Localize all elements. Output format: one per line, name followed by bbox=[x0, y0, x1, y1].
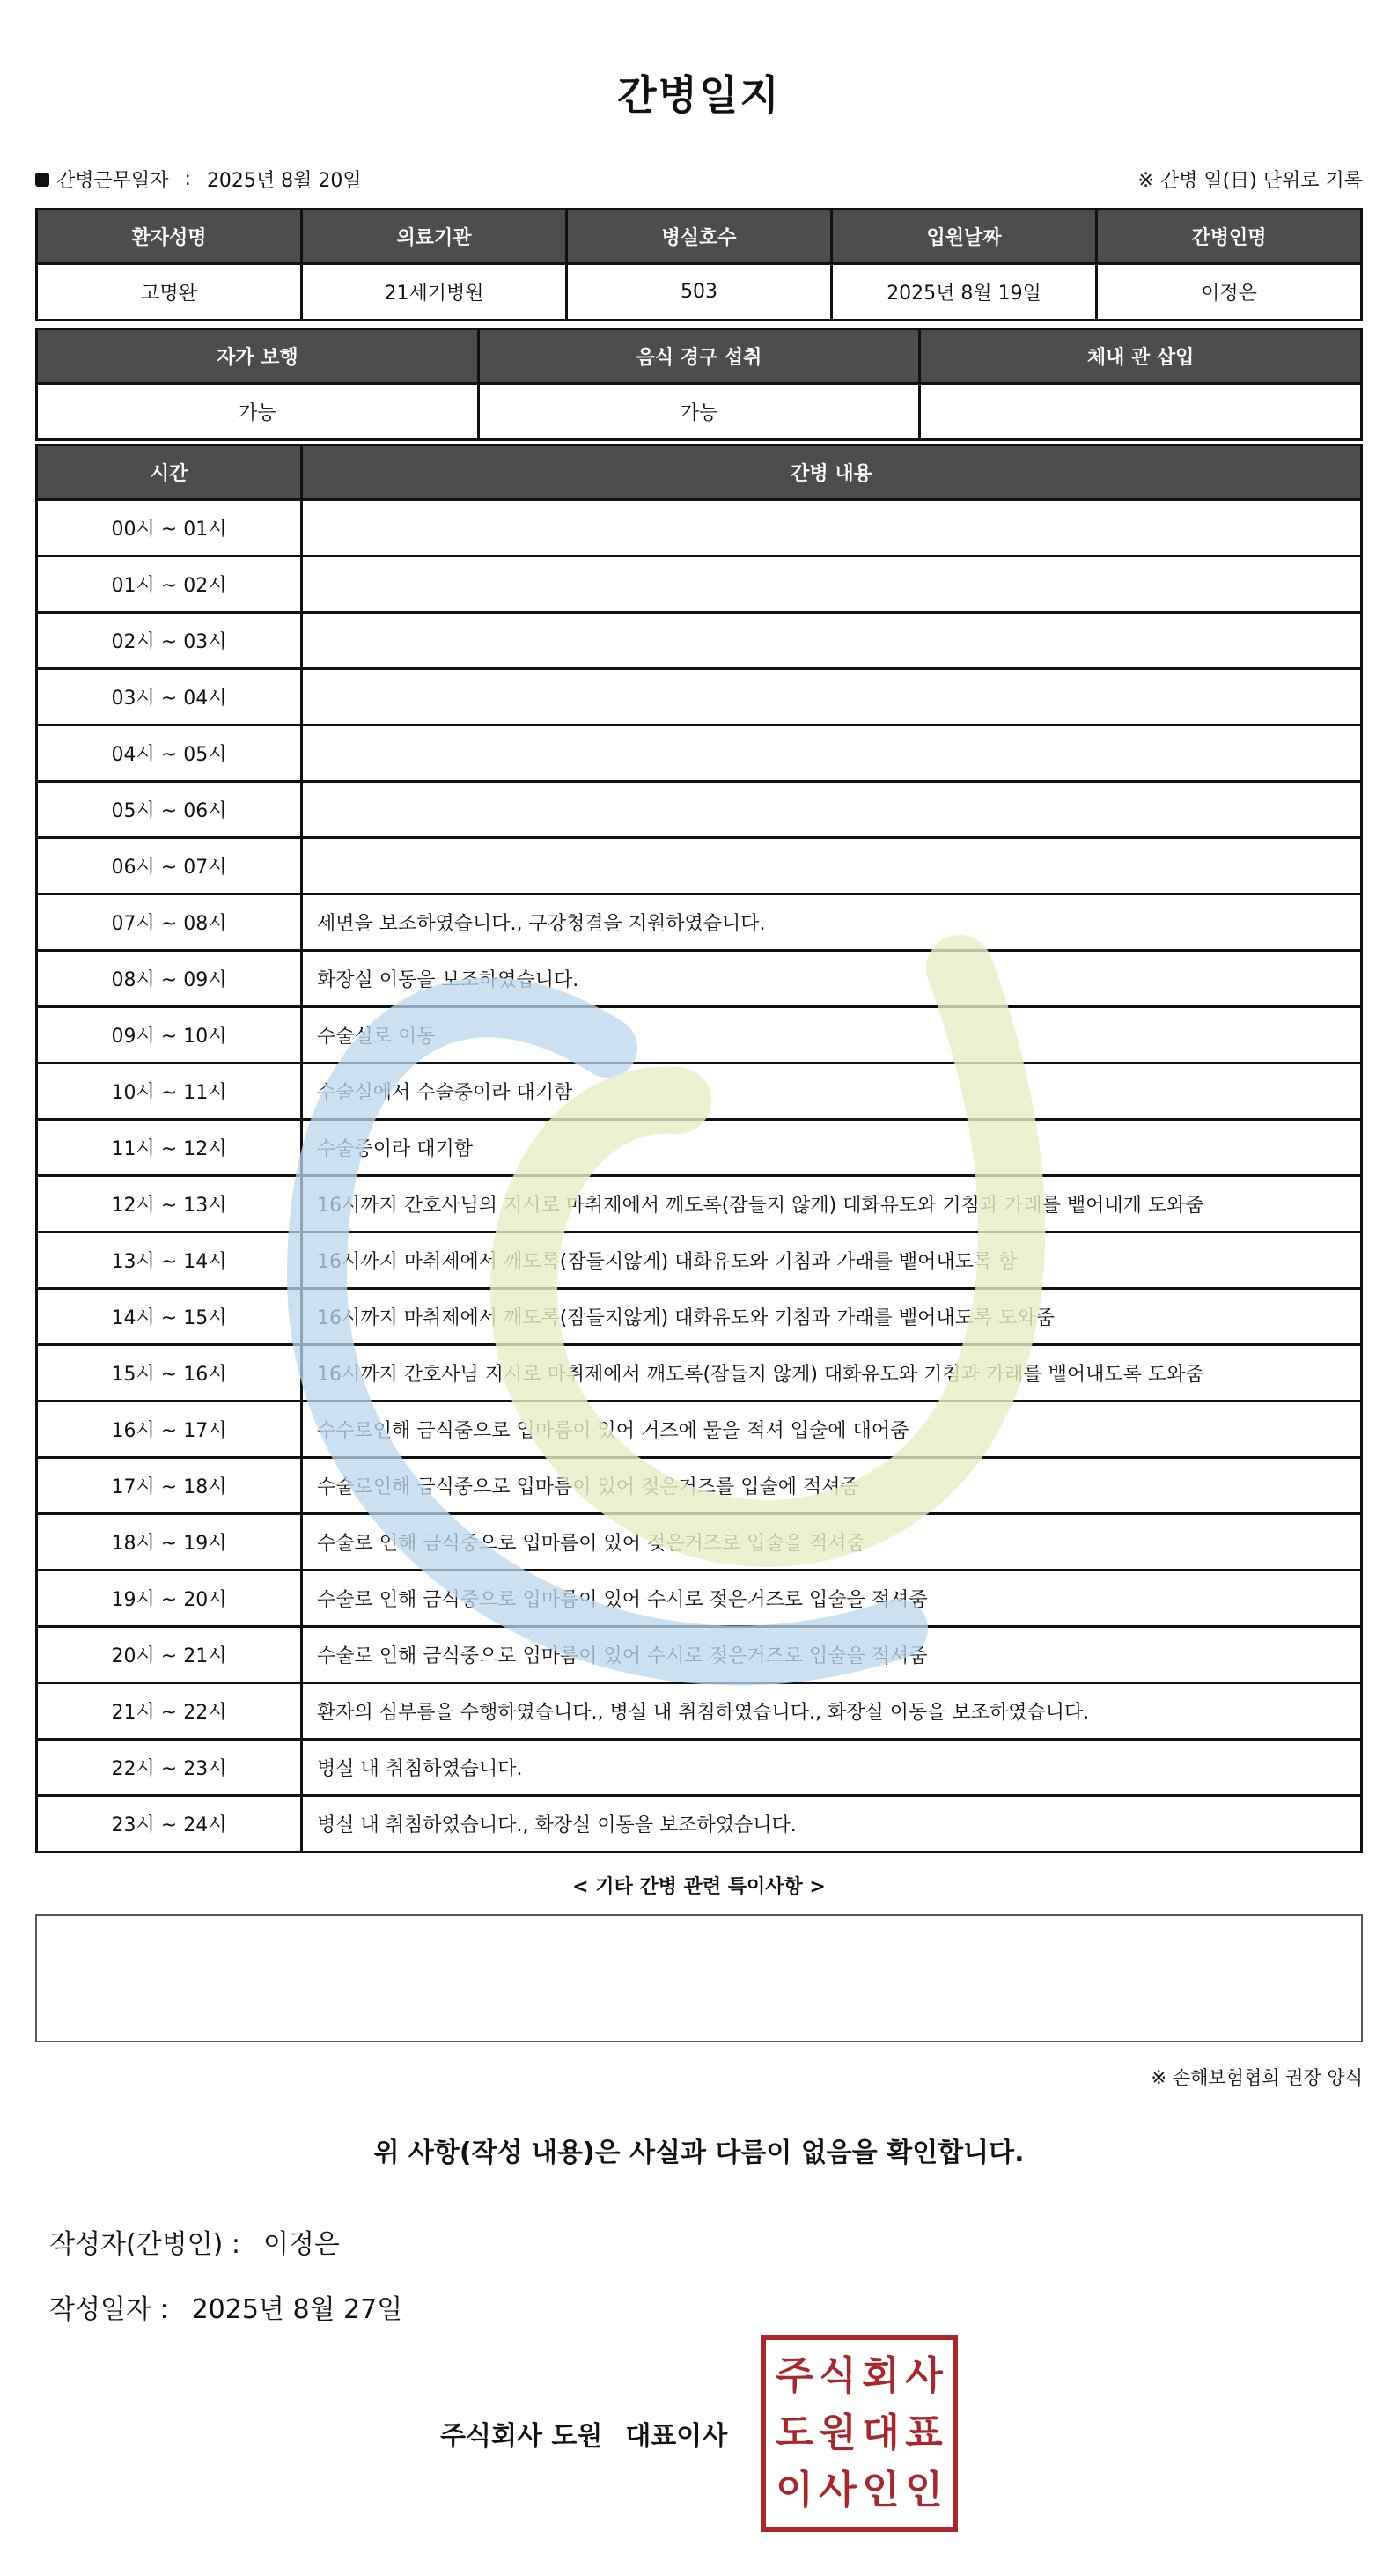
tube-insertion-value bbox=[920, 384, 1362, 440]
log-content bbox=[302, 556, 1362, 613]
log-time: 06시 ~ 07시 bbox=[37, 838, 302, 894]
unit-note: ※ 간병 일(日) 단위로 기록 bbox=[1137, 170, 1363, 192]
log-row bbox=[37, 1176, 1362, 1233]
patient-name: 고명완 bbox=[37, 264, 302, 320]
header-self-walking: 자가 보행 bbox=[37, 329, 479, 384]
company-name: 주식회사 도원 bbox=[440, 2421, 603, 2452]
log-content: 병실 내 취침하였습니다. bbox=[302, 1740, 1362, 1796]
header-admission-date: 입원날짜 bbox=[832, 210, 1097, 264]
patient-status-table bbox=[35, 328, 1363, 441]
seal-char: 원 bbox=[819, 2410, 857, 2455]
log-row bbox=[37, 782, 1362, 838]
writer-label: 작성자(간병인) : bbox=[49, 2229, 240, 2260]
log-time: 03시 ~ 04시 bbox=[37, 669, 302, 725]
log-row bbox=[37, 951, 1362, 1007]
log-row bbox=[37, 1740, 1362, 1796]
log-row bbox=[37, 1345, 1362, 1402]
header-tube-insertion: 체내 관 삽입 bbox=[920, 329, 1362, 384]
log-content: 수술로 인해 금식중으로 입마름이 있어 수시로 젖은거즈로 입술을 적셔줌 bbox=[302, 1571, 1362, 1627]
log-time: 20시 ~ 21시 bbox=[37, 1627, 302, 1683]
log-row bbox=[37, 1233, 1362, 1289]
special-notes-box bbox=[35, 1914, 1363, 2042]
log-time: 10시 ~ 11시 bbox=[37, 1064, 302, 1120]
log-time: 18시 ~ 19시 bbox=[37, 1514, 302, 1571]
header-patient-name: 환자성명 bbox=[37, 210, 302, 264]
patient-value-row bbox=[37, 264, 1362, 320]
page-title: 간병일지 bbox=[617, 71, 781, 119]
admission-date: 2025년 8월 19일 bbox=[832, 264, 1097, 320]
patient-info-table bbox=[35, 208, 1363, 321]
seal-char: 사 bbox=[819, 2468, 857, 2513]
log-row bbox=[37, 1514, 1362, 1571]
work-date-row bbox=[35, 166, 1363, 194]
write-date-line bbox=[49, 2287, 402, 2326]
log-time: 11시 ~ 12시 bbox=[37, 1120, 302, 1176]
seal-char: 사 bbox=[905, 2352, 943, 2398]
log-content: 수술실에서 수술중이라 대기함 bbox=[302, 1064, 1362, 1120]
log-content: 수술로 인해 금식중으로 입마름이 있어 젖은거즈로 입술을 적셔줌 bbox=[302, 1514, 1362, 1571]
header-oral-intake: 음식 경구 섭취 bbox=[478, 329, 920, 384]
self-walking-value: 가능 bbox=[37, 384, 479, 440]
log-content bbox=[302, 725, 1362, 782]
log-content: 병실 내 취침하였습니다., 화장실 이동을 보조하였습니다. bbox=[302, 1796, 1362, 1852]
log-row bbox=[37, 1064, 1362, 1120]
care-log-table bbox=[35, 444, 1363, 1853]
writer-line bbox=[49, 2222, 340, 2261]
status-header-row bbox=[37, 329, 1362, 384]
company-seal-stamp bbox=[761, 2335, 958, 2532]
log-content bbox=[302, 782, 1362, 838]
log-time: 09시 ~ 10시 bbox=[37, 1007, 302, 1064]
seal-char: 인 bbox=[905, 2468, 943, 2513]
log-content: 수술로인해 금식중으로 입마름이 있어 젖은거즈를 입술에 적셔줌 bbox=[302, 1458, 1362, 1514]
log-time: 12시 ~ 13시 bbox=[37, 1176, 302, 1233]
log-row bbox=[37, 1683, 1362, 1740]
log-row bbox=[37, 1007, 1362, 1064]
seal-char: 이 bbox=[776, 2468, 813, 2513]
log-content bbox=[302, 613, 1362, 669]
work-date-separator: : bbox=[184, 168, 191, 190]
log-row bbox=[37, 725, 1362, 782]
work-date-value: 2025년 8월 20일 bbox=[206, 170, 362, 192]
log-row bbox=[37, 556, 1362, 613]
log-time: 02시 ~ 03시 bbox=[37, 613, 302, 669]
log-content: 16시까지 간호사님 지시로 마취제에서 깨도록(잠들지 않게) 대화유도와 기침과 가래를 뱉어내도록 도와줌 bbox=[302, 1345, 1362, 1402]
confirmation-statement: 위 사항(작성 내용)은 사실과 다름이 없음을 확인합니다. bbox=[373, 2138, 1025, 2168]
log-header-row bbox=[37, 445, 1362, 500]
log-row bbox=[37, 894, 1362, 951]
log-content: 16시까지 마취제에서 깨도록(잠들지않게) 대화유도와 기침과 가래를 뱉어내도록 도와줌 bbox=[302, 1289, 1362, 1345]
log-time: 04시 ~ 05시 bbox=[37, 725, 302, 782]
seal-char: 인 bbox=[862, 2468, 900, 2513]
log-row bbox=[37, 500, 1362, 556]
writer-name: 이정은 bbox=[262, 2229, 340, 2260]
log-content bbox=[302, 500, 1362, 556]
log-content bbox=[302, 669, 1362, 725]
seal-char: 대 bbox=[862, 2410, 900, 2455]
seal-char: 회 bbox=[862, 2352, 900, 2398]
patient-header-row bbox=[37, 210, 1362, 264]
header-time: 시간 bbox=[37, 445, 302, 500]
log-content: 환자의 심부름을 수행하였습니다., 병실 내 취침하였습니다., 화장실 이동을 보조하였습니다. bbox=[302, 1683, 1362, 1740]
seal-char: 표 bbox=[905, 2410, 943, 2455]
oral-intake-value: 가능 bbox=[478, 384, 920, 440]
caregiver-name: 이정은 bbox=[1097, 264, 1362, 320]
log-content: 화장실 이동을 보조하였습니다. bbox=[302, 951, 1362, 1007]
log-time: 21시 ~ 22시 bbox=[37, 1683, 302, 1740]
log-time: 08시 ~ 09시 bbox=[37, 951, 302, 1007]
status-value-row bbox=[37, 384, 1362, 440]
log-time: 14시 ~ 15시 bbox=[37, 1289, 302, 1345]
log-time: 22시 ~ 23시 bbox=[37, 1740, 302, 1796]
seal-char: 도 bbox=[776, 2410, 813, 2455]
hospital-name: 21세기병원 bbox=[302, 264, 567, 320]
seal-characters bbox=[773, 2347, 945, 2520]
log-row bbox=[37, 613, 1362, 669]
header-caregiver-name: 간병인명 bbox=[1097, 210, 1362, 264]
log-time: 01시 ~ 02시 bbox=[37, 556, 302, 613]
write-date-value: 2025년 8월 27일 bbox=[191, 2294, 403, 2325]
seal-char: 주 bbox=[776, 2352, 813, 2398]
log-row bbox=[37, 838, 1362, 894]
log-rows bbox=[37, 500, 1362, 1852]
log-time: 19시 ~ 20시 bbox=[37, 1571, 302, 1627]
log-row bbox=[37, 1627, 1362, 1683]
log-row bbox=[37, 1458, 1362, 1514]
header-room-number: 병실호수 bbox=[567, 210, 832, 264]
log-content: 16시까지 간호사님의 지시로 마취제에서 깨도록(잠들지 않게) 대화유도와 기침과 가래를 뱉어내게 도와줌 bbox=[302, 1176, 1362, 1233]
log-content: 수술실로 이동 bbox=[302, 1007, 1362, 1064]
recommend-note: ※ 손해보험협회 권장 양식 bbox=[1151, 2067, 1363, 2088]
log-time: 07시 ~ 08시 bbox=[37, 894, 302, 951]
room-number: 503 bbox=[567, 264, 832, 320]
work-date-label: 간병근무일자 bbox=[56, 170, 169, 192]
header-care-content: 간병 내용 bbox=[302, 445, 1362, 500]
log-time: 23시 ~ 24시 bbox=[37, 1796, 302, 1852]
log-row bbox=[37, 1571, 1362, 1627]
seal-char: 식 bbox=[819, 2352, 857, 2398]
special-notes-title: < 기타 간병 관련 특이사항 > bbox=[572, 1876, 826, 1898]
log-content: 16시까지 마취제에서 깨도록(잠들지않게) 대화유도와 기침과 가래를 뱉어내도록 함 bbox=[302, 1233, 1362, 1289]
log-content: 수술로 인해 금식중으로 입마름이 있어 수시로 젖은거즈로 입술을 적셔줌 bbox=[302, 1627, 1362, 1683]
log-time: 05시 ~ 06시 bbox=[37, 782, 302, 838]
log-time: 00시 ~ 01시 bbox=[37, 500, 302, 556]
log-row bbox=[37, 669, 1362, 725]
write-date-label: 작성일자 : bbox=[49, 2294, 169, 2325]
log-content: 수수로인해 금식줌으로 입마름이 있어 거즈에 물을 적셔 입술에 대어줌 bbox=[302, 1402, 1362, 1458]
log-content: 세면을 보조하였습니다., 구강청결을 지원하였습니다. bbox=[302, 894, 1362, 951]
log-time: 17시 ~ 18시 bbox=[37, 1458, 302, 1514]
bullet-square-icon bbox=[35, 173, 49, 187]
log-content: 수술중이라 대기함 bbox=[302, 1120, 1362, 1176]
company-line bbox=[440, 2414, 727, 2453]
log-row bbox=[37, 1289, 1362, 1345]
company-representative: 대표이사 bbox=[625, 2421, 728, 2452]
log-time: 15시 ~ 16시 bbox=[37, 1345, 302, 1402]
log-time: 16시 ~ 17시 bbox=[37, 1402, 302, 1458]
log-row bbox=[37, 1796, 1362, 1852]
log-time: 13시 ~ 14시 bbox=[37, 1233, 302, 1289]
log-row bbox=[37, 1120, 1362, 1176]
log-content bbox=[302, 838, 1362, 894]
header-hospital: 의료기관 bbox=[302, 210, 567, 264]
log-row bbox=[37, 1402, 1362, 1458]
